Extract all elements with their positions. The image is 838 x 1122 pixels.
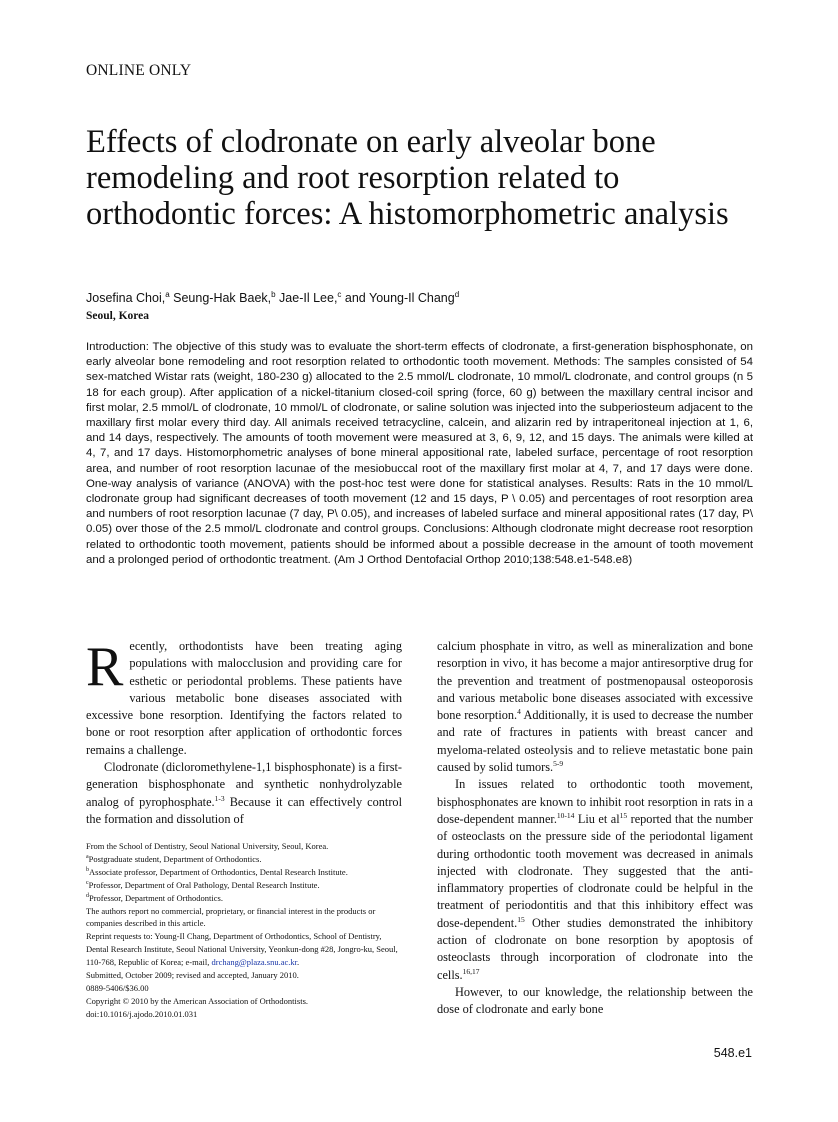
footnote-text: Professor, Department of Orthodontics. — [89, 892, 223, 903]
citation-ref[interactable]: 15 — [517, 914, 525, 924]
footnote-author-b — [86, 866, 402, 879]
author-affiliation-mark: c — [337, 290, 342, 299]
paragraph-text: Liu et al — [574, 811, 620, 826]
citation-ref[interactable]: 4 — [517, 707, 521, 717]
citation-ref[interactable]: 5-9 — [553, 758, 564, 768]
paragraph-text: Additionally, it is used to decrease the number and rate of fractures in patients with breast cancer and myeloma-related osteolysis and to relieve metastatic bone pain caused by solid tumors. — [437, 708, 753, 775]
footnote-mark: b — [86, 866, 89, 873]
footnote-mark: d — [86, 892, 89, 899]
email-link[interactable]: drchang@plaza.snu.ac.kr — [211, 957, 297, 968]
citation-ref[interactable]: 15 — [619, 810, 628, 820]
author-name: Josefina Choi, — [86, 291, 166, 306]
article-title: Effects of clodronate on early alveolar bone remodeling and root resorption related to orthodontic forces: A histomorphometric analysis — [86, 124, 729, 232]
abstract: Introduction: The objective of this study was to evaluate the short-term effects of clodronate, a first-generation bisphosphonate, on early alveolar bone remodeling and root resorption related to orthodontic tooth movement. Methods: The samples consisted of 54 sex-matched Wistar rats (weight, 180-230 g) allocated to the 2.5 mmol/L clodronate, 10 mmol/L clodronate, and control groups (n 5 18 for each group). After application of a nickel-titanium closed-coil spring (force, 60 g) between the maxillary central incisor and first molar, 2.5 mmol/L of clodronate, 10 mmol/L of clodronate, or saline solution was injected into the subperiosteum adjacent to the maxillary first molar every third day. All animals received tetracycline, calcein, and alizarin red by intraperitoneal injection at 1, 6, and 14 days, respectively. The amounts of tooth movement were measured at 3, 6, 9, 12, and 15 days. The animals were killed at 4, 7, and 17 days. Histomorphometric analyses of bone mineral appositional rate, labeled surface, percentage of root resorption area, and number of root resorption lacunae of the mesiobuccal root of the maxillary first molar at 4, 7, and 17 days were done. One-way analysis of variance (ANOVA) with the post-hoc test were done for statistical analyses. Results: Rats in the 10 mmol/L clodronate group had significant decreases of tooth movement (12 and 15 days, P \ 0.05) and percentages of root resorption area and numbers of root resorption lacunae (7 day, P\ 0.05), and increases of labeled surface and mineral appositional rates (17 day, P\ 0.05) over those of the 2.5 mmol/L clodronate and control groups. Conclusions: Although clodronate might decrease root resorption related to orthodontic tooth movement, patients should be informed about a possible decrease in the amount of tooth movement and a prolonged period of orthodontic treatment. (Am J Orthod Dentofacial Orthop 2010;138:548.e1-548.e8) — [86, 341, 753, 566]
author-name: Jae-Il Lee, — [275, 291, 338, 306]
drop-cap: R — [86, 636, 124, 698]
citation-ref[interactable]: 16,17 — [462, 966, 480, 976]
section-label: ONLINE ONLY — [86, 62, 192, 79]
paragraph-text: ecently, orthodontists have been treating aging populations with malocclusion and providing care for esthetic or periodontal problems. These patients have various metabolic bone diseases associated with excessive bone resorption. Identifying the factors related to bone or root resorption after application of orthodontic forces remains a challenge. — [86, 639, 402, 757]
citation-ref[interactable]: 10-14 — [556, 810, 575, 820]
paragraph-text: However, to our knowledge, the relationship between the dose of clodronate and early bone — [437, 984, 753, 1017]
footnotes — [86, 840, 402, 1021]
paragraph-text: reported that the number of osteoclasts on the pressure side of the periodontal ligament during orthodontic tooth movement was decreased in animals injected with clodronate. They suggested that the anti-inflammatory properties of clodronate could be helpful in the treatment of periodontitis and that this inhibitory effect was dose-dependent. — [437, 811, 753, 930]
footnote-text: Professor, Department of Oral Pathology, Dental Research Institute. — [88, 879, 320, 890]
footnote-doi[interactable]: doi:10.1016/j.ajodo.2010.01.031 — [86, 1008, 198, 1019]
author-name: and Young-Il Chang — [341, 291, 455, 306]
citation-ref[interactable]: 1-3 — [214, 793, 225, 803]
author-list — [86, 290, 459, 305]
footnote-disclosure: The authors report no commercial, proprietary, or financial interest in the products or companies described in this article. — [86, 905, 376, 929]
footnote-copyright: Copyright © 2010 by the American Association of Orthodontists. — [86, 995, 309, 1006]
paragraph-text: Clodronate (dicloromethylene-1,1 bisphosphonate) is a first-generation bisphosphonate and synthetic nonhydrolyzable analog of pyrophosphate. — [86, 760, 402, 809]
body-column-left — [86, 638, 402, 828]
footnote-mark: a — [86, 854, 89, 861]
author-affiliation-mark: d — [454, 290, 460, 299]
page-number: 548.e1 — [713, 1046, 752, 1060]
body-paragraph — [437, 638, 753, 776]
footnote-author-d — [86, 892, 402, 905]
footnote-reprint — [86, 930, 402, 969]
author-affiliation-mark: b — [271, 290, 276, 299]
footnote-author-a — [86, 853, 402, 866]
footnote-affiliation: From the School of Dentistry, Seoul National University, Seoul, Korea. — [86, 841, 329, 851]
body-paragraph — [437, 984, 753, 1019]
footnote-text: Associate professor, Department of Orthodontics, Dental Research Institute. — [89, 866, 348, 877]
footnote-submitted: Submitted, October 2009; revised and accepted, January 2010. — [86, 970, 299, 981]
paragraph-text: calcium phosphate in vitro, as well as mineralization and bone resorption in vivo, it has become a major antiresorptive drug for the prevention and treatment of postmenopausal osteoporosis and various metabolic bone diseases associated with excessive bone resorption. — [437, 639, 753, 723]
body-column-right — [437, 638, 753, 1019]
footnote-author-c — [86, 879, 402, 892]
footnote-text: Reprint requests to: Young-Il Chang, Department of Orthodontics, School of Dentistry, Dental Research Institute, Seoul National University, Yeonkun-dong #28, Jongro-ku, Seoul, 110-768, Republic of Korea; e-mail, — [86, 931, 398, 968]
paragraph-text: Because it can effectively control the formation and dissolution of — [86, 794, 402, 826]
body-paragraph — [86, 759, 402, 828]
body-paragraph — [86, 638, 402, 759]
footnote-issn: 0889-5406/$36.00 — [86, 982, 149, 993]
paragraph-text: In issues related to orthodontic tooth movement, bisphosphonates are known to inhibit root resorption in rats in a dose-dependent manner. — [437, 777, 753, 826]
footnote-text: Postgraduate student, Department of Orthodontics. — [88, 853, 262, 864]
footnote-text: . — [296, 957, 300, 968]
body-paragraph — [437, 776, 753, 984]
paragraph-text: Other studies demonstrated the inhibitory action of clodronate on bone resorption by apoptosis of osteoclasts through incorporation of clodronate into the cells. — [437, 915, 753, 982]
footnote-mark: c — [86, 879, 89, 886]
author-location: Seoul, Korea — [86, 310, 150, 322]
author-affiliation-mark: a — [165, 290, 170, 299]
author-name: Seung-Hak Baek, — [169, 291, 272, 306]
